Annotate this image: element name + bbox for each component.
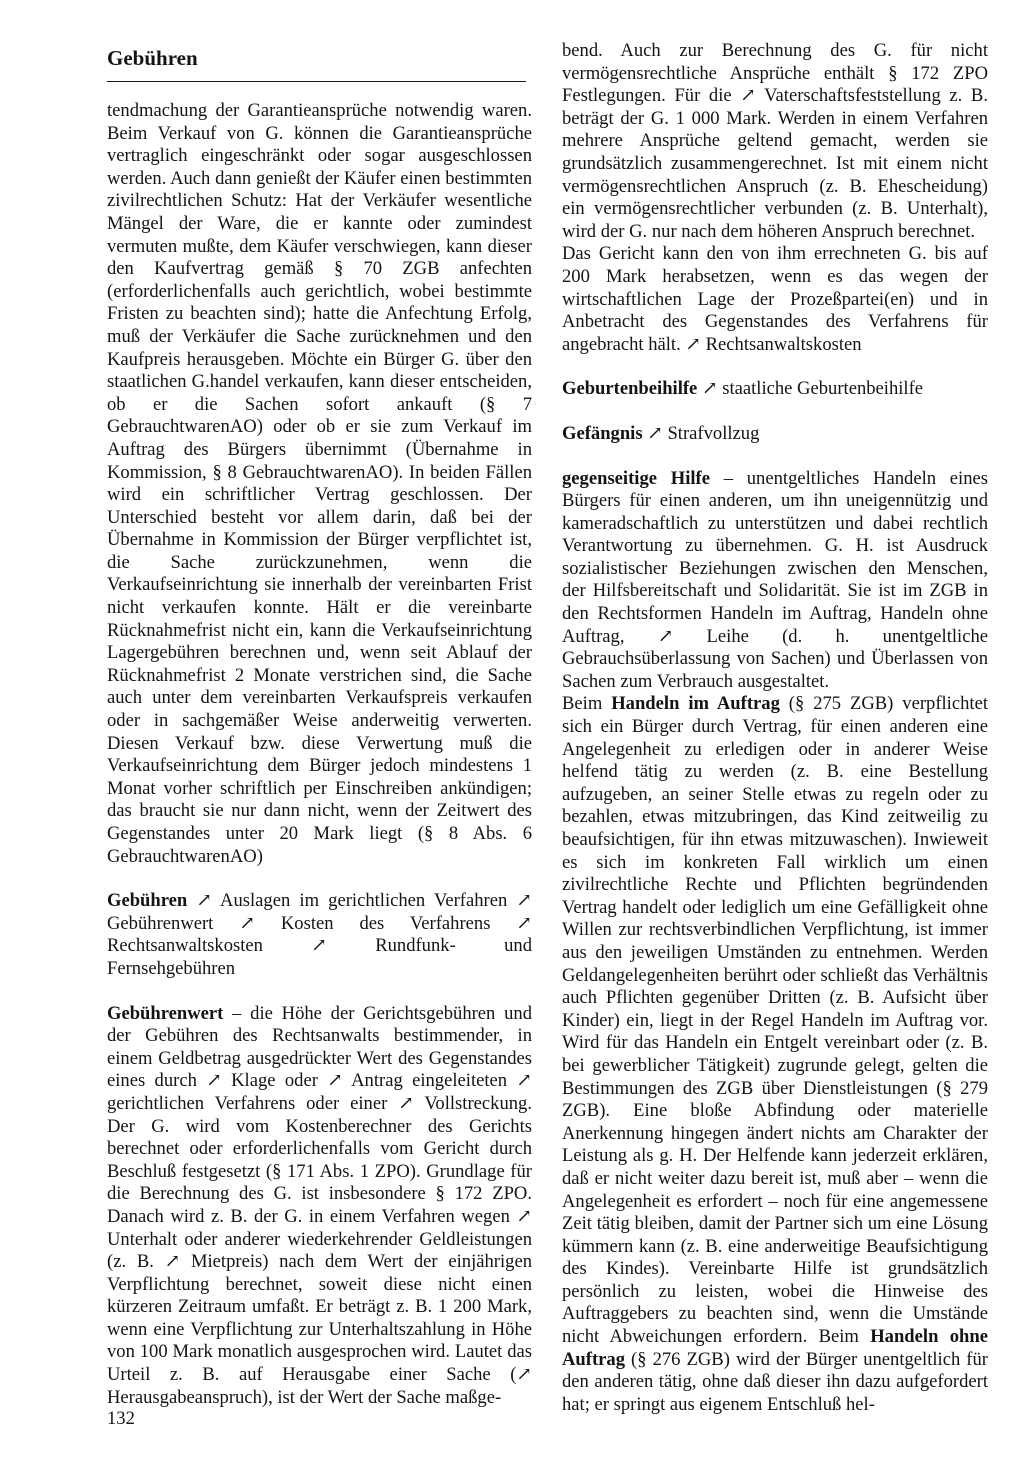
- entry-reference: ↗ staatliche Geburtenbeihilfe: [697, 378, 924, 400]
- entry-headword: Gefängnis: [562, 422, 643, 444]
- entry-headword: gegenseitige Hilfe: [562, 467, 710, 489]
- paragraph-text: (§ 275 ZGB) verpflichtet sich ein Bürger durch Vertrag, für einen anderen eine Angelegenheit zu erledigen oder in anderer Weise helfend tätig zu werden (z. B. eine Bestellung aufzugeben, an seiner Stelle etwas zu regeln oder zu bezahlen, etwas mitzubringen, das Kind zeitweilig zu beaufsichtigen, für ihn etwas mitzuwaschen). Inwieweit es sich im konkreten Fall wirklich um einen zivilrechtliche Rechte und Pflichten begründenden Vertrag handelt oder lediglich um eine Gefälligkeit ohne Willen zur rechtsverbindlichen Verpflichtung, ist immer aus den jeweiligen Umständen zu entnehmen. Werden Geldangelegenheiten berührt oder schließt das Verhältnis auch Pflichten gegenüber Dritten (z. B. Aufsicht über Kinder) ein, liegt in der Regel Handeln im Auftrag vor. Wird für das Handeln ein Entgelt vereinbart oder (z. B. bei gewerblicher Tätigkeit) zugrunde gelegt, gelten die Bestimmungen des ZGB über Dienstleistungen (§ 279 ZGB). Eine bloße Abfindung oder materielle Anerkennung hingegen ändert nichts am Charakter der Leistung als g. H. Der Helfende kann jederzeit erklären, daß er nicht weiter dazu bereit ist, muß aber – wenn die Angelegenheit es erfordert – noch für eine angemessene Zeit tätig bleiben, damit der Partner sich um eine Lösung kümmern kann (z. B. eine anderweitige Beaufsichtigung des Kindes). Vereinbarte Hilfe ist grundsätzlich persönlich zu leisten, wobei die Hinweise des Auftraggebers zu beachten sind, wenn die Umstände nicht Abweichungen erfordern. Beim: [562, 693, 988, 1348]
- entry-text: – unentgeltliches Handeln eines Bürgers für einen anderen, um ihn uneigennützig und kameradschaftlich zu unterstützen und dabei rechtlich Verantwortung zu übernehmen. G. H. ist Ausdruck sozialistischer Beziehungen zwischen den Menschen, der Hilfsbereitschaft und Solidarität. Sie ist im ZGB in den Rechtsformen Handeln im Auftrag, Handeln ohne Auftrag, ↗ Leihe (d. h. unentgeltliche Gebrauchsüberlassung von Sachen) und Überlassen von Sachen zum Verbrauch ausgestaltet.: [562, 467, 988, 692]
- right-column: [562, 40, 988, 1416]
- paragraph-text: Beim: [562, 693, 612, 715]
- entry-text: – die Höhe der Gerichtsgebühren und der Gebühren des Rechtsanwalts bestimmender, in einem Geldbetrag ausgedrückter Wert des Gegenstandes eines durch ↗ Klage oder ↗ Antrag eingeleiteten ↗ gerichtlichen Verfahrens oder einer ↗ Vollstreckung. Der G. wird vom Kostenberechner des Gerichts berechnet oder erforderlichenfalls vom Gericht durch Beschluß festgesetzt (§ 171 Abs. 1 ZPO). Grundlage für die Berechnung des G. ist insbesondere § 172 ZPO. Danach wird z. B. der G. in einem Verfahren wegen ↗ Unterhalt oder anderer wiederkehrender Geldleistungen (z. B. ↗ Mietpreis) nach dem Wert der einjährigen Verpflichtung berechnet, soweit diese nicht einen kürzeren Zeitraum umfaßt. Er beträgt z. B. 1 200 Mark, wenn eine Verpflichtung zur Unterhaltszahlung in Höhe von 100 Mark monatlich ausgesprochen wird. Lautet das Urteil z. B. auf Herausgabe einer Sache (↗ Herausgabeanspruch), ist der Wert der Sache maßge-: [107, 1002, 532, 1408]
- paragraph-text: (§ 276 ZGB) wird der Bürger unentgeltlich für den anderen tätig, ohne daß dieser ihn dazu aufgefordert hat; er springt aus eigenem Entschluß hel-: [562, 1348, 988, 1415]
- paragraph-gap: [107, 868, 532, 890]
- entry-headword: Geburtenbeihilfe: [562, 378, 698, 400]
- inline-term: Handeln im Auftrag: [611, 693, 780, 715]
- paragraph-gap: [562, 401, 988, 423]
- entry-headword: Gebührenwert: [107, 1002, 224, 1024]
- paragraph-gap: [562, 356, 988, 378]
- running-head: Gebühren: [107, 46, 198, 70]
- entry-geburtenbeihilfe: [562, 378, 988, 401]
- entry-gebuehrenwert: [107, 1003, 532, 1410]
- paragraph-gebrauchtwaren: tendmachung der Garantieansprüche notwendig waren. Beim Verkauf von G. können die Garantieansprüche vertraglich eingeschränkt oder sogar ausgeschlossen werden. Auch dann genießt der Käufer einen bestimmten zivilrechtlichen Schutz: Hat der Verkäufer wesentliche Mängel der Ware, die er kannte oder zumindest vermuten mußte, dem Käufer verschwiegen, kann dieser den Kaufvertrag gemäß § 70 ZGB anfechten (erforderlichenfalls auch gerichtlich, wobei bestimmte Fristen zu beachten sind); hatte die Anfechtung Erfolg, muß der Verkäufer die Sache zurücknehmen und den Kaufpreis herausgeben. Möchte ein Bürger G. über den staatlichen G.handel verkaufen, kann dieser entscheiden, ob er die Sachen sofort ankauft (§ 7 GebrauchtwarenAO) oder ob er sie zum Verkauf im Auftrag des Bürgers übernimmt (Übernahme in Kommission, § 8 GebrauchtwarenAO). In beiden Fällen wird ein schriftlicher Vertrag geschlossen. Der Unterschied besteht vor allem darin, daß bei der Übernahme in Kommission der Bürger verpflichtet ist, die Sache zurückzunehmen, wenn die Verkaufseinrichtung sie innerhalb der vereinbarten Frist nicht verkaufen konnte. Hält er die vereinbarte Rücknahmefrist nicht ein, kann die Verkaufseinrichtung Lagergebühren berechnen und, wenn seit Ablauf der Rücknahmefrist 2 Monate verstrichen sind, die Sache auch unter dem vereinbarten Verkaufspreis verkaufen oder in sachgemäßer Weise anderweitig verwerten. Diesen Verkauf bzw. diese Verwertung muß die Verkaufseinrichtung dem Bürger jedoch mindestens 1 Monat vorher schriftlich per Einschreiben ankündigen; das braucht sie nur dann nicht, wenn der Zeitwert des Gegenstandes unter 20 Mark liegt (§ 8 Abs. 6 GebrauchtwarenAO): [107, 100, 532, 867]
- paragraph-gap: [107, 981, 532, 1003]
- entry-gegenseitige-hilfe: [562, 468, 988, 694]
- entry-gefaengnis: [562, 423, 988, 446]
- paragraph-gebuehrenwert-cont: bend. Auch zur Berechnung des G. für nicht vermögensrechtliche Ansprüche enthält § 172 ZPO Festlegungen. Für die ↗ Vaterschaftsfeststellung z. B. beträgt der G. 1 000 Mark. Werden in einem Verfahren mehrere Ansprüche geltend gemacht, werden sie grundsätzlich zusammengerechnet. Ist mit einem nicht vermögensrechtlichen Anspruch (z. B. Ehescheidung) ein vermögensrechtlicher verbunden (z. B. Unterhalt), wird der G. nur nach dem höheren Anspruch berechnet.: [562, 40, 988, 242]
- entry-references: ↗ Auslagen im gerichtlichen Verfahren ↗ Gebührenwert ↗ Kosten des Verfahrens ↗ Rechtsanwaltskosten ↗ Rundfunk- und Fernsehgebühren: [107, 890, 532, 979]
- entry-headword: Gebühren: [107, 890, 188, 912]
- paragraph-gap: [562, 446, 988, 468]
- entry-gebuehren: [107, 890, 532, 980]
- header-rule: [107, 81, 526, 82]
- paragraph-herabsetzung: Das Gericht kann den von ihm errechneten G. bis auf 200 Mark herabsetzen, wenn es das wegen der wirtschaftlichen Lage der Prozeßpartei(en) und in Anbetracht des Gegenstandes des Verfahrens für angebracht hält. ↗ Rechtsanwaltskosten: [562, 243, 988, 355]
- page-number: 132: [107, 1408, 135, 1429]
- left-column: [107, 100, 532, 1409]
- entry-reference: ↗ Strafvollzug: [642, 422, 760, 444]
- paragraph-handeln-im-auftrag: [562, 693, 988, 1416]
- inline-term: Handeln ohne Auftrag: [562, 1326, 988, 1370]
